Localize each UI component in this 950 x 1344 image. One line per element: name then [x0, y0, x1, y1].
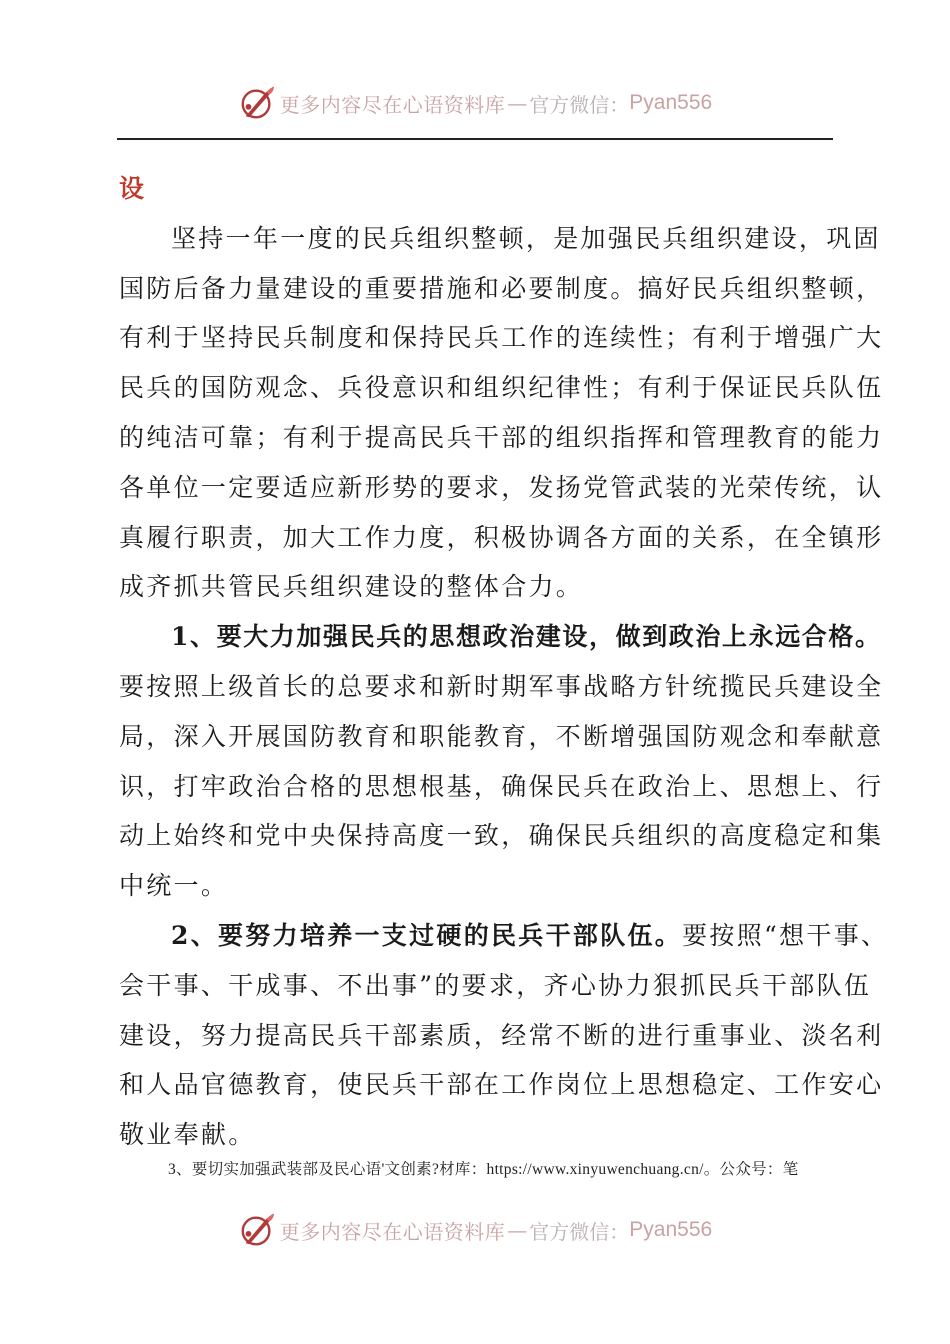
paragraph-line: 各单位一定要适应新形势的要求，发扬党管武装的光荣传统，认 [119, 472, 884, 502]
paragraph-line: 成齐抓共管民兵组织建设的整体合力。 [119, 572, 584, 602]
banner-separator: — [507, 1218, 528, 1242]
banner-wechat-label: 官方微信： [529, 1219, 630, 1244]
header-banner [0, 83, 950, 123]
paragraph-line: 民兵的国防观念、兵役意识和组织纪律性；有利于保证民兵队伍 [119, 373, 884, 403]
paragraph-line: 动上始终和党中央保持高度一致，确保民兵组织的高度稳定和集 [119, 821, 884, 851]
section-1 [119, 612, 884, 911]
paragraph-line: 和人品官德教育，使民兵干部在工作岗位上思想稳定、工作安心 [119, 1070, 884, 1100]
section-2 [119, 911, 889, 1160]
banner-wechat-id: Pyan556 [629, 1218, 713, 1241]
paragraph-line: 局，深入开展国防教育和职能教育，不断增强国防观念和奉献意 [119, 721, 884, 751]
paragraph-line: 真履行职责，加大工作力度，积极协调各方面的关系，在全镇形 [119, 522, 884, 552]
paragraph-line: 的纯洁可靠；有利于提高民兵干部的组织指挥和管理教育的能力 [119, 422, 884, 452]
paragraph-line: 识，打牢政治合格的思想根基，确保民兵在政治上、思想上、行 [119, 771, 884, 801]
paragraph-line: 会干事、干成事、不出事”的要求，齐心协力狠抓民兵干部队伍 [119, 970, 872, 1000]
paragraph-line: 要按照上级首长的总要求和新时期军事战略方针统揽民兵建设全 [119, 671, 884, 701]
quill-pen-logo-icon [238, 1211, 276, 1249]
paragraph-line: 坚持一年一度的民兵组织整顿，是加强民兵组织建设，巩固 [171, 223, 881, 253]
section-2-heading: 2、要努力培养一支过硬的民兵干部队伍。 [171, 920, 683, 950]
header-rule [117, 138, 833, 140]
section-2-first-line [119, 911, 889, 961]
paragraph-1 [119, 214, 884, 612]
paragraph-line: 国防后备力量建设的重要措施和必要制度。搞好民兵组织整顿， [119, 273, 884, 303]
heading-tail: 设 [119, 174, 147, 203]
banner-wechat-id: Pyan556 [629, 91, 713, 114]
paragraph-line: 有利于坚持民兵制度和保持民兵工作的连续性；有利于增强广大 [119, 323, 884, 353]
footer-banner [0, 1210, 950, 1250]
paragraph-line: 中统一。 [119, 871, 229, 901]
section-2-first-line-rest: 要按照“想干事、 [682, 920, 889, 950]
paragraph-line: 敬业奉献。 [119, 1120, 256, 1150]
banner-text: 更多内容尽在心语资料库 [279, 1219, 506, 1244]
banner-separator: — [507, 91, 528, 115]
quill-pen-logo-icon [238, 84, 276, 122]
section-1-heading: 1、要大力加强民兵的思想政治建设，做到政治上永远合格。 [171, 622, 882, 652]
document-body [119, 164, 889, 1160]
banner-wechat-label: 官方微信： [529, 92, 630, 117]
banner-text: 更多内容尽在心语资料库 [279, 92, 506, 117]
footnote: 3、要切实加强武装部及民心语'文创素?材库：https://www.xinyuwenchuang.cn/。公众号：笔 [168, 1161, 799, 1178]
paragraph-line: 建设，努力提高民兵干部素质，经常不断的进行重事业、淡名利 [119, 1020, 884, 1050]
